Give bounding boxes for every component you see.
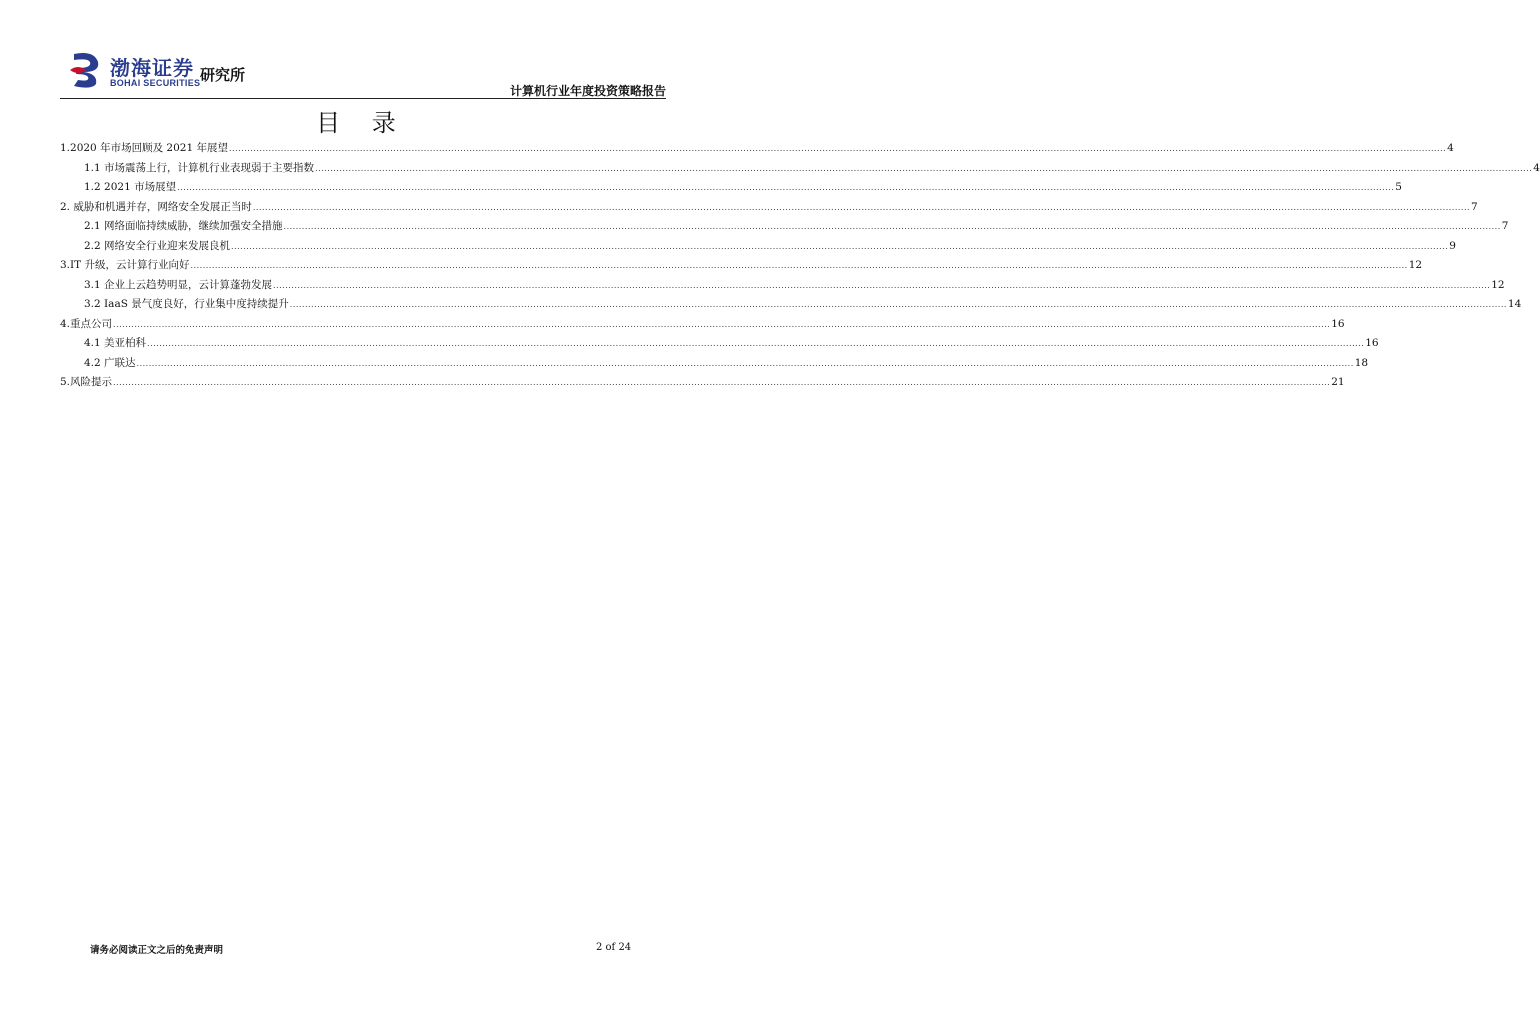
- toc-entry-page: 14: [1507, 298, 1522, 310]
- toc-leader-dots: ................................................................................................................................................................................................................................................................................................................................................................................................................: [113, 378, 1331, 387]
- toc-entry-page: 4: [1533, 161, 1540, 174]
- toc-entry-label: 5.风险提示: [60, 376, 113, 388]
- toc-entry-label: 2. 威胁和机遇并存，网络安全发展正当时: [60, 200, 252, 213]
- toc-entry-page: 21: [1331, 376, 1345, 388]
- toc-entry[interactable]: [60, 296, 1522, 316]
- toc-entry-label: 3.1 企业上云趋势明显，云计算蓬勃发展: [84, 278, 273, 291]
- toc-entry-label: 4.1 美亚柏科: [84, 337, 147, 349]
- toc-title: 目 录: [316, 109, 408, 137]
- toc-leader-dots: ................................................................................................................................................................................................................................................................................................................................................................................................................: [289, 300, 1507, 309]
- toc-entry-label: 2.1 网络面临持续威胁，继续加强安全措施: [84, 220, 283, 232]
- toc-entry-label: 4.2 广联达: [84, 356, 136, 369]
- toc-entry-label: 2.2 网络安全行业迎来发展良机: [84, 239, 231, 252]
- toc-leader-dots: ................................................................................................................................................................................................................................................................................................................................................................................................................: [273, 280, 1491, 290]
- toc-entry-page: 16: [1365, 337, 1379, 349]
- toc-entry[interactable]: [60, 277, 1505, 297]
- institute-label: 研究所: [200, 66, 246, 84]
- toc-entry-page: 12: [1408, 259, 1423, 271]
- toc-entry[interactable]: [60, 218, 1509, 238]
- toc-leader-dots: ................................................................................................................................................................................................................................................................................................................................................................................................................: [231, 241, 1449, 251]
- toc-leader-dots: ................................................................................................................................................................................................................................................................................................................................................................................................................: [177, 183, 1395, 192]
- brand-name-en: BOHAI SECURITIES: [110, 78, 201, 88]
- bohai-logo-icon: [68, 50, 104, 90]
- toc-leader-dots: ................................................................................................................................................................................................................................................................................................................................................................................................................: [147, 339, 1365, 348]
- toc-entry[interactable]: [60, 335, 1379, 355]
- toc-entry-page: 16: [1331, 317, 1345, 330]
- header-divider: [60, 98, 666, 99]
- toc-entry[interactable]: [60, 179, 1402, 199]
- toc-entry[interactable]: [60, 140, 1454, 160]
- toc-entry-page: 4: [1447, 142, 1454, 154]
- toc-leader-dots: ................................................................................................................................................................................................................................................................................................................................................................................................................: [113, 319, 1331, 329]
- toc-leader-dots: ................................................................................................................................................................................................................................................................................................................................................................................................................: [136, 358, 1354, 368]
- toc-entry-label: 4.重点公司: [60, 317, 113, 330]
- toc-entry[interactable]: [60, 199, 1478, 219]
- toc-entry[interactable]: [60, 238, 1456, 258]
- toc-entry[interactable]: [60, 374, 1345, 394]
- toc-entry-page: 12: [1491, 278, 1505, 291]
- brand-name-cn: 渤海证券: [110, 56, 194, 80]
- table-of-contents: [60, 140, 1540, 394]
- toc-entry-page: 7: [1471, 200, 1478, 213]
- report-title: 计算机行业年度投资策略报告: [509, 84, 666, 98]
- toc-leader-dots: ................................................................................................................................................................................................................................................................................................................................................................................................................: [228, 144, 1447, 153]
- toc-entry[interactable]: [60, 316, 1345, 336]
- toc-leader-dots: ................................................................................................................................................................................................................................................................................................................................................................................................................: [190, 261, 1408, 270]
- toc-entry-label: 1.1 市场震荡上行，计算机行业表现弱于主要指数: [84, 161, 315, 174]
- toc-entry-page: 9: [1449, 239, 1456, 252]
- toc-entry[interactable]: [60, 355, 1369, 375]
- toc-entry[interactable]: [60, 160, 1540, 180]
- toc-entry-page: 5: [1395, 181, 1402, 193]
- page-indicator: 2 of 24: [596, 942, 632, 953]
- toc-entry-label: 3.IT 升级，云计算行业向好: [60, 259, 190, 271]
- company-logo: [68, 50, 288, 96]
- toc-leader-dots: ................................................................................................................................................................................................................................................................................................................................................................................................................: [283, 222, 1501, 231]
- toc-entry-label: 3.2 IaaS 景气度良好，行业集中度持续提升: [84, 298, 289, 310]
- toc-entry-page: 7: [1501, 220, 1509, 232]
- toc-entry[interactable]: [60, 257, 1423, 277]
- toc-entry-page: 18: [1354, 356, 1369, 369]
- toc-leader-dots: ................................................................................................................................................................................................................................................................................................................................................................................................................: [252, 202, 1471, 212]
- toc-entry-label: 1.2020 年市场回顾及 2021 年展望: [60, 142, 228, 154]
- toc-entry-label: 1.2 2021 市场展望: [84, 181, 177, 193]
- toc-leader-dots: ................................................................................................................................................................................................................................................................................................................................................................................................................: [315, 163, 1533, 173]
- footer-disclaimer: 请务必阅读正文之后的免责声明: [90, 945, 224, 956]
